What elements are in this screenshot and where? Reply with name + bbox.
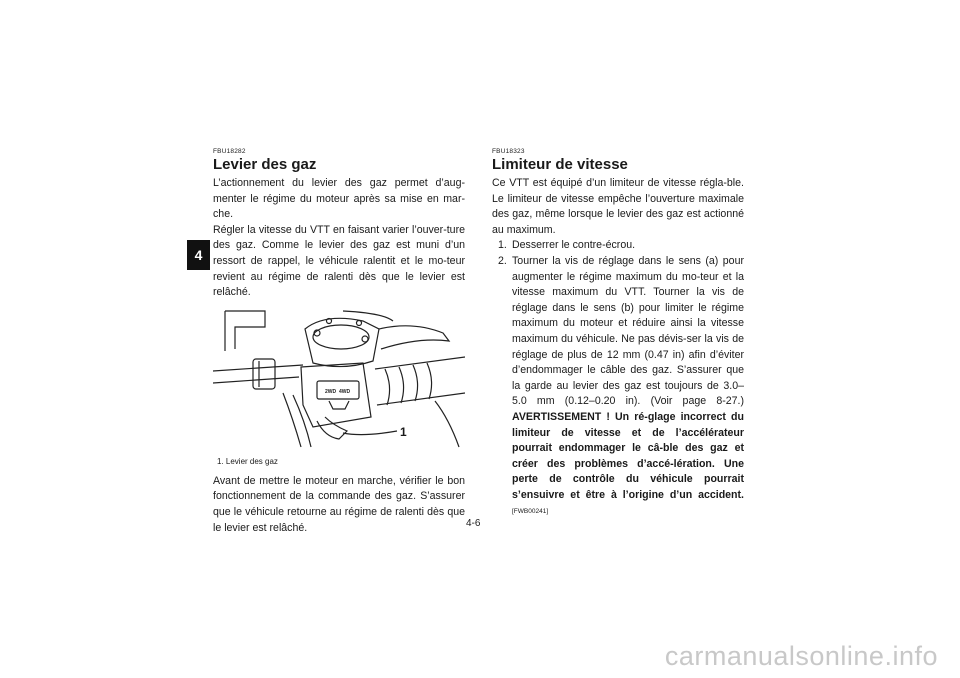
- list-item: [492, 238, 744, 254]
- steps-list: [492, 238, 744, 520]
- switch-label-2wd: 2WD: [325, 388, 337, 395]
- right-column: [492, 148, 744, 520]
- list-item: [492, 254, 744, 520]
- page-number: 4-6: [466, 518, 481, 529]
- step-text: Tourner la vis de réglage dans le sens (a) pour augmenter le régime maximum du mo-teur et la vitesse maximum du VTT. Tourner la vis de réglage dans le sens (b) pour limiter le régime maximum du moteur et réduire ainsi la vitesse maximum du véhicule. Ne pas dévis-ser la vis de réglage de plus de 12 mm (0.47 in) afin d’éviter d’endommager le câble des gaz. S’assurer que la garde au levier des gaz est toujours de 3.0–5.0 mm (0.12–0.20 in). (Voir page 8-27.): [512, 254, 744, 408]
- throttle-lever-figure: [213, 309, 465, 449]
- section-title: Limiteur de vitesse: [492, 156, 628, 173]
- paragraph: Avant de mettre le moteur en marche, vérifier le bon fonctionnement de la commande des gaz. S’assurer que le véhicule retourne au régime de ralenti dès que le levier est relâché.: [213, 474, 465, 534]
- left-column: [213, 148, 465, 536]
- warning-code: [FWB00241]: [512, 508, 549, 516]
- callout-number: 1: [400, 424, 407, 439]
- paragraph: L’actionnement du levier des gaz permet d’aug-menter le régime du moteur après sa mise en mar-che.: [213, 177, 465, 221]
- step-text: Desserrer le contre-écrou.: [512, 239, 636, 252]
- step-number: 1.: [498, 239, 507, 252]
- paragraph: Ce VTT est équipé d’un limiteur de vitesse régla-ble. Le limiteur de vitesse empêche l’ouverture maximale des gaz, même lorsque le levier des gaz est actionné au maximum.: [492, 177, 744, 236]
- warning-text: AVERTISSEMENT ! Un ré-glage incorrect du limiteur de vitesse et de l’accélérateur pourrait endommager le câ-ble des gaz et créer des problèmes d’accé-lération. Une perte de contrôle du véhicule pourrait s’ensuivre et être à l’origine d’un accident.: [512, 410, 744, 501]
- section-code: FBU18323: [492, 148, 525, 155]
- step-number: 2.: [498, 254, 507, 267]
- section-code: FBU18282: [213, 148, 246, 155]
- paragraph: Régler la vitesse du VTT en faisant varier l’ouver-ture des gaz. Comme le levier des gaz est muni d’un ressort de rappel, le véhicule ralentit et le mo-teur revient au régime de ralenti dès que le levier est relâché.: [213, 223, 465, 299]
- figure-caption: 1. Levier des gaz: [217, 456, 278, 466]
- watermark: carmanualsonline.info: [664, 641, 938, 671]
- chapter-tab: 4: [187, 240, 210, 270]
- section-title: Levier des gaz: [213, 156, 317, 173]
- switch-label-4wd: 4WD: [339, 388, 351, 395]
- throttle-lever-illustration: [213, 309, 465, 449]
